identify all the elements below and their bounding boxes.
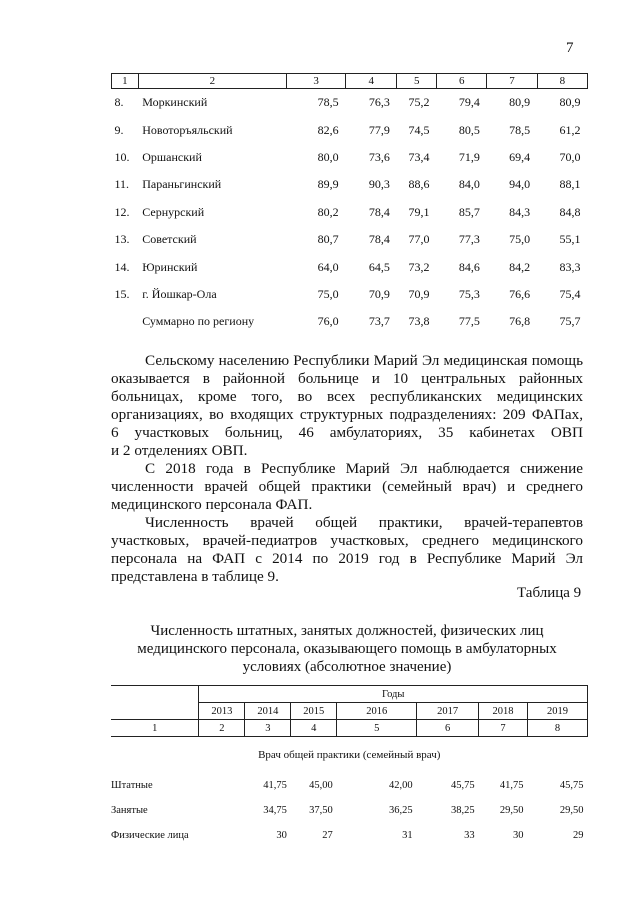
table-row (111, 823, 588, 848)
value-cell: 84,2 (509, 259, 531, 274)
row-index: 9. (114, 122, 124, 137)
value-cell: 30 (276, 830, 287, 841)
value-cell: 76,3 (368, 95, 390, 110)
value-cell: 80,5 (458, 122, 480, 137)
header-cell: 7 (487, 74, 537, 89)
paragraph-line: участковых, врачей-педиатров участковых, среднего медицинского (111, 532, 583, 549)
year-cell: 2015 (291, 703, 337, 720)
table-title (111, 622, 583, 676)
column-number-cell: 1 (111, 720, 199, 737)
staffing-table (111, 685, 588, 848)
district-name: г. Йошкар-Ола (142, 286, 217, 301)
value-cell: 89,9 (317, 177, 339, 192)
value-cell: 80,2 (317, 204, 339, 219)
value-cell: 41,75 (263, 780, 287, 791)
value-cell: 73,7 (368, 314, 390, 329)
row-label: Занятые (111, 805, 148, 816)
value-cell: 80,9 (559, 95, 581, 110)
header-cell: 5 (397, 74, 437, 89)
column-number-cell: 4 (291, 720, 337, 737)
value-cell: 83,3 (559, 259, 581, 274)
header-cell: 1 (112, 74, 139, 89)
section-title: Врач общей практики (семейный врач) (258, 749, 441, 761)
value-cell: 78,4 (368, 232, 390, 247)
header-cell: 2 (138, 74, 286, 89)
value-cell: 70,9 (368, 286, 390, 301)
value-cell: 29,50 (499, 805, 524, 816)
row-index: 10. (114, 149, 130, 164)
table-row (112, 253, 588, 280)
page-number: 7 (566, 40, 574, 56)
header-cell: 8 (537, 74, 587, 89)
value-cell: 31 (402, 830, 413, 841)
value-cell: 64,5 (368, 259, 390, 274)
value-cell: 75,4 (559, 286, 581, 301)
value-cell: 73,6 (368, 149, 390, 164)
value-cell: 76,0 (317, 314, 339, 329)
paragraph-line: организациях, во входящих структурных подразделениях: 209 ФАПах, (111, 406, 583, 423)
value-cell: 70,0 (559, 149, 581, 164)
value-cell: 71,9 (458, 149, 480, 164)
column-number-cell: 5 (337, 720, 417, 737)
district-name: Суммарно по региону (142, 314, 255, 329)
table-row (112, 308, 588, 335)
district-name: Советский (142, 232, 197, 247)
district-name: Новоторъяльский (142, 122, 233, 137)
value-cell: 73,4 (408, 149, 430, 164)
paragraph-line: Численность врачей общей практики, врачей-терапевтов (145, 514, 583, 531)
value-cell: 41,75 (499, 780, 524, 791)
district-name: Сернурский (142, 204, 205, 219)
value-cell: 75,0 (509, 232, 531, 247)
column-numbers-row (111, 720, 588, 737)
value-cell: 78,5 (317, 95, 339, 110)
value-cell: 77,5 (458, 314, 480, 329)
value-cell: 29 (573, 830, 584, 841)
value-cell: 75,0 (317, 286, 339, 301)
year-cell: 2016 (337, 703, 417, 720)
value-cell: 79,4 (458, 95, 480, 110)
value-cell: 30 (513, 830, 524, 841)
table-header-row (112, 74, 588, 89)
header-cell: 3 (287, 74, 346, 89)
value-cell: 73,2 (408, 259, 430, 274)
district-name: Оршанский (142, 149, 202, 164)
value-cell: 76,6 (509, 286, 531, 301)
value-cell: 38,25 (450, 805, 475, 816)
value-cell: 78,4 (368, 204, 390, 219)
paragraph-line: численности врачей общей практики (семейный врач) и среднего (111, 478, 583, 495)
row-index: 11. (114, 177, 130, 192)
table-row (111, 798, 588, 823)
years-header: Годы (199, 686, 588, 703)
paragraph-line: представлена в таблице 9. (111, 568, 279, 585)
value-cell: 78,5 (509, 122, 531, 137)
row-index: 8. (114, 95, 124, 110)
paragraph-table-ref (111, 514, 583, 586)
value-cell: 77,0 (408, 232, 430, 247)
value-cell: 42,00 (389, 780, 413, 791)
value-cell: 61,2 (559, 122, 581, 137)
value-cell: 90,3 (368, 177, 390, 192)
district-name: Параньгинский (142, 177, 222, 192)
paragraph-line: оказывается в районной больнице и 10 центральных районных (111, 370, 583, 387)
table-row (112, 199, 588, 226)
value-cell: 77,9 (368, 122, 390, 137)
header-cell: 6 (437, 74, 487, 89)
district-name: Юринский (142, 259, 198, 274)
value-cell: 75,2 (408, 95, 430, 110)
value-cell: 84,8 (559, 204, 581, 219)
column-number-cell: 3 (245, 720, 291, 737)
row-label: Штатные (111, 780, 153, 791)
row-index: 15. (114, 286, 130, 301)
paragraph-decline (111, 460, 583, 514)
column-number-cell: 7 (479, 720, 528, 737)
value-cell: 82,6 (317, 122, 339, 137)
value-cell: 80,9 (509, 95, 531, 110)
column-number-cell: 8 (528, 720, 588, 737)
district-name: Моркинский (142, 95, 208, 110)
value-cell: 85,7 (458, 204, 480, 219)
table-row (111, 773, 588, 798)
table-row (112, 144, 588, 171)
row-index: 13. (114, 232, 130, 247)
value-cell: 88,1 (559, 177, 581, 192)
table-row (112, 116, 588, 143)
column-number-cell: 6 (417, 720, 479, 737)
value-cell: 94,0 (509, 177, 531, 192)
row-index (112, 308, 139, 335)
value-cell: 55,1 (559, 232, 581, 247)
paragraph-line: 6 участковых больниц, 46 амбулаториях, 35 кабинетах ОВП (111, 424, 583, 441)
value-cell: 74,5 (408, 122, 430, 137)
value-cell: 34,75 (263, 805, 287, 816)
value-cell: 84,0 (458, 177, 480, 192)
table-label: Таблица 9 (517, 585, 582, 601)
table-row (112, 89, 588, 117)
value-cell: 69,4 (509, 149, 531, 164)
value-cell: 80,0 (317, 149, 339, 164)
value-cell: 75,3 (458, 286, 480, 301)
paragraph-line: медицинского персонала ФАП. (111, 496, 313, 513)
value-cell: 80,7 (317, 232, 339, 247)
paragraph-line: и 2 отделениях ОВП. (111, 442, 248, 459)
year-cell: 2013 (199, 703, 245, 720)
table-row (112, 226, 588, 253)
paragraph-rural-care (111, 352, 583, 460)
row-index: 12. (114, 204, 130, 219)
table-row (112, 281, 588, 308)
paragraph-line: больницах, кроме того, во всех республиканских медицинских (111, 388, 583, 405)
row-label: Физические лица (111, 830, 189, 841)
value-cell: 84,6 (458, 259, 480, 274)
value-cell: 88,6 (408, 177, 430, 192)
value-cell: 75,7 (559, 314, 581, 329)
paragraph-line: Сельскому населению Республики Марий Эл медицинская помощь (145, 352, 583, 369)
table-title-line: Численность штатных, занятых должностей, физических лиц (150, 623, 544, 639)
year-cell: 2018 (479, 703, 528, 720)
value-cell: 64,0 (317, 259, 339, 274)
year-cell: 2017 (417, 703, 479, 720)
table-row (112, 171, 588, 198)
value-cell: 29,50 (559, 805, 584, 816)
row-index: 14. (114, 259, 130, 274)
value-cell: 45,75 (559, 780, 584, 791)
header-cell: 4 (346, 74, 397, 89)
value-cell: 27 (322, 830, 333, 841)
value-cell: 79,1 (408, 204, 430, 219)
table-title-line: условиях (абсолютное значение) (242, 659, 452, 675)
districts-table (111, 73, 588, 336)
column-number-cell: 2 (199, 720, 245, 737)
value-cell: 76,8 (509, 314, 531, 329)
year-cell: 2014 (245, 703, 291, 720)
paragraph-line: персонала на ФАП с 2014 по 2019 год в Республике Марий Эл (111, 550, 583, 567)
year-cell: 2019 (528, 703, 588, 720)
value-cell: 45,00 (309, 780, 333, 791)
value-cell: 70,9 (408, 286, 430, 301)
value-cell: 33 (464, 830, 475, 841)
value-cell: 45,75 (450, 780, 475, 791)
value-cell: 77,3 (458, 232, 480, 247)
table-title-line: медицинского персонала, оказывающего помощь в амбулаторных (137, 641, 557, 657)
value-cell: 73,8 (408, 314, 430, 329)
paragraph-line: С 2018 года в Республике Марий Эл наблюдается снижение (145, 460, 583, 477)
value-cell: 84,3 (509, 204, 531, 219)
value-cell: 37,50 (309, 805, 333, 816)
value-cell: 36,25 (389, 805, 413, 816)
